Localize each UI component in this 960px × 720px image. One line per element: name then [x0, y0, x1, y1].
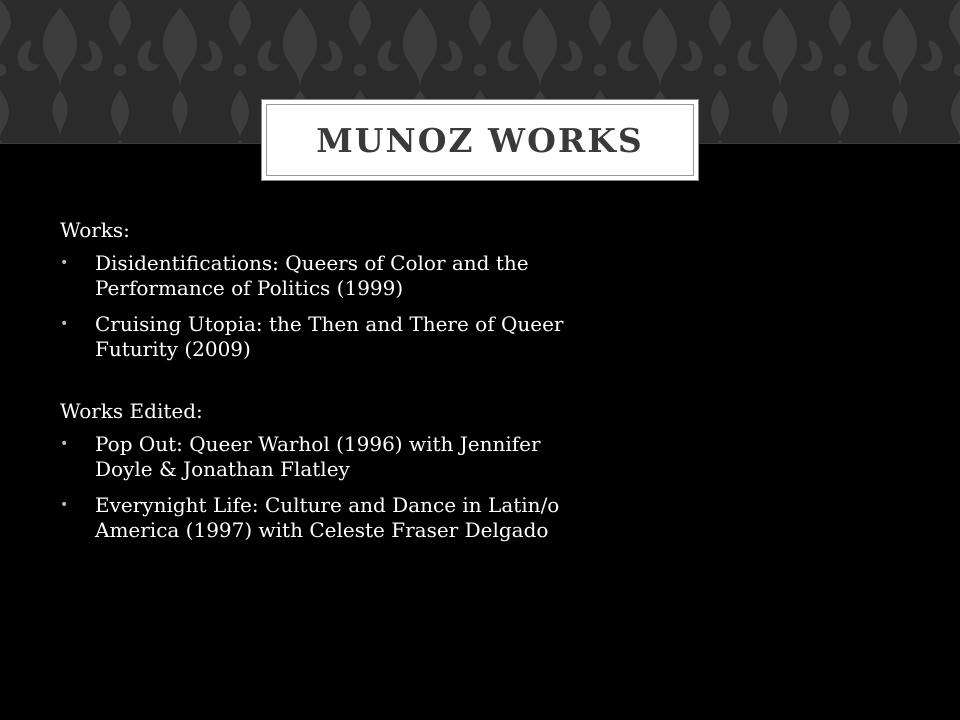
slide-title: MUNOZ WORKS — [316, 120, 644, 160]
list-item — [60, 312, 600, 362]
list-item — [60, 251, 600, 301]
works-list — [60, 251, 600, 362]
works-edited-list — [60, 432, 600, 543]
bullet-icon: • — [60, 316, 69, 332]
spacer — [60, 373, 600, 399]
list-item-text: Disidentifications: Queers of Color and the Performance of Politics (1999) — [95, 251, 529, 300]
list-item-text: Everynight Life: Culture and Dance in Latin/o America (1997) with Celeste Fraser Delgado — [95, 493, 560, 542]
section-heading-works-edited: Works Edited: — [60, 399, 203, 423]
list-item-text: Pop Out: Queer Warhol (1996) with Jennifer Doyle & Jonathan Flatley — [95, 432, 541, 481]
list-item — [60, 493, 600, 543]
bullet-icon: • — [60, 255, 69, 271]
section-heading-works: Works: — [60, 218, 130, 242]
list-item-text: Cruising Utopia: the Then and There of Queer Futurity (2009) — [95, 312, 564, 361]
list-item — [60, 432, 600, 482]
content-area — [60, 218, 600, 554]
title-box — [261, 99, 699, 181]
bullet-icon: • — [60, 436, 69, 452]
bullet-icon: • — [60, 497, 69, 513]
